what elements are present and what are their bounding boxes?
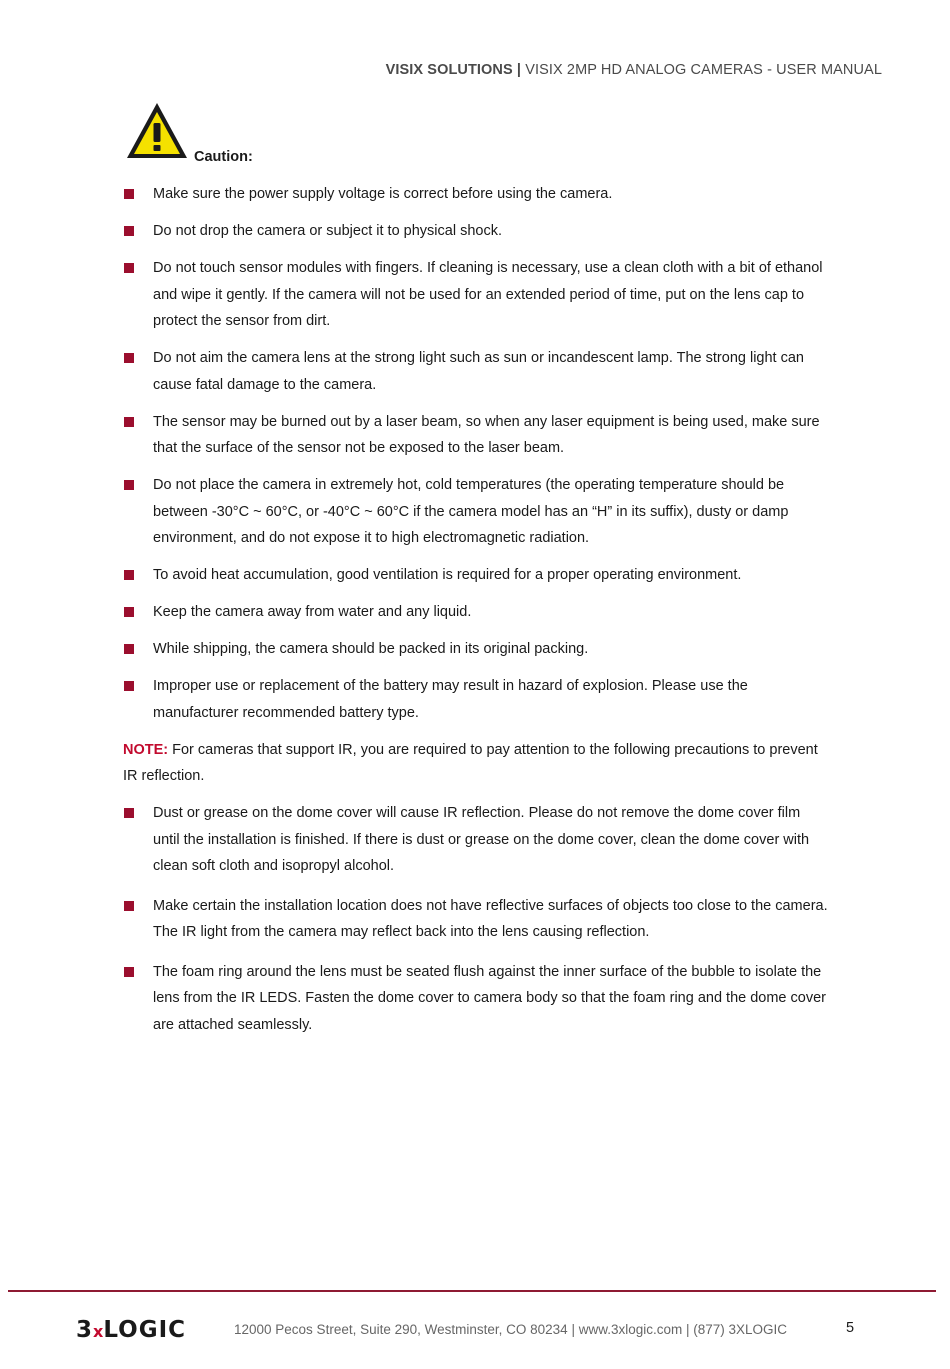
- caution-list: [123, 181, 828, 726]
- document-body: [123, 181, 828, 1051]
- warning-triangle-icon: [124, 100, 190, 162]
- square-bullet-icon: [124, 808, 134, 818]
- page-header: [386, 62, 882, 78]
- square-bullet-icon: [124, 417, 134, 427]
- square-bullet-icon: [124, 681, 134, 691]
- square-bullet-icon: [124, 189, 134, 199]
- logo-part-2: LOGIC: [103, 1317, 187, 1343]
- square-bullet-icon: [124, 644, 134, 654]
- list-item: [123, 893, 828, 946]
- list-item: [123, 409, 828, 462]
- list-item-text: Keep the camera away from water and any liquid.: [153, 604, 472, 620]
- caution-label: Caution:: [194, 149, 253, 165]
- list-item-text: While shipping, the camera should be packed in its original packing.: [153, 641, 589, 657]
- note-label: NOTE:: [123, 741, 169, 758]
- list-item-text: Make certain the installation location does not have reflective surfaces of objects too close to the camera. The IR light from the camera may reflect back into the lens causing reflection.: [153, 897, 828, 940]
- list-item-text: The foam ring around the lens must be seated flush against the inner surface of the bubble to isolate the lens from the IR LEDS. Fasten the dome cover to camera body so that the foam ring and the dome cover are attached seamlessly.: [153, 963, 826, 1033]
- list-item-text: Do not drop the camera or subject it to physical shock.: [153, 223, 502, 239]
- header-title: VISIX 2MP HD ANALOG CAMERAS - USER MANUAL: [525, 62, 882, 78]
- list-item: [123, 636, 828, 663]
- list-item-text: Improper use or replacement of the battery may result in hazard of explosion. Please use the manufacturer recommended battery type.: [153, 678, 748, 721]
- note-text: For cameras that support IR, you are required to pay attention to the following precautions to prevent IR reflection.: [123, 741, 818, 784]
- header-brand: VISIX SOLUTIONS: [385, 62, 513, 78]
- square-bullet-icon: [124, 901, 134, 911]
- list-item: [123, 345, 828, 398]
- square-bullet-icon: [124, 480, 134, 490]
- note-paragraph: [123, 737, 828, 790]
- header-separator: |: [516, 62, 522, 78]
- list-item: [123, 255, 828, 335]
- list-item-text: Make sure the power supply voltage is correct before using the camera.: [153, 186, 613, 202]
- list-item-text: Do not place the camera in extremely hot, cold temperatures (the operating temperature should be between -30°C ~ 60°C, or -40°C ~ 60°C if the camera model has an “H” in its suffix), dusty or damp environment, and do not expose it to high electromagnetic radiation.: [153, 477, 789, 546]
- square-bullet-icon: [124, 263, 134, 273]
- square-bullet-icon: [124, 226, 134, 236]
- company-logo: [76, 1318, 186, 1342]
- page-number: 5: [846, 1320, 855, 1336]
- list-item-text: To avoid heat accumulation, good ventilation is required for a proper operating environment.: [153, 567, 742, 583]
- list-item-text: Do not aim the camera lens at the strong light such as sun or incandescent lamp. The strong light can cause fatal damage to the camera.: [153, 350, 804, 393]
- footer-divider: [8, 1290, 936, 1292]
- footer-address: 12000 Pecos Street, Suite 290, Westminster, CO 80234 | www.3xlogic.com | (877) 3XLOGIC: [234, 1322, 788, 1337]
- list-item: [123, 959, 828, 1039]
- square-bullet-icon: [124, 570, 134, 580]
- list-item: [123, 673, 828, 726]
- list-item-text: The sensor may be burned out by a laser beam, so when any laser equipment is being used, make sure that the surface of the sensor not be exposed to the laser beam.: [153, 413, 820, 456]
- square-bullet-icon: [124, 967, 134, 977]
- list-item: [123, 472, 828, 552]
- list-item: [123, 218, 828, 245]
- square-bullet-icon: [124, 353, 134, 363]
- list-item-text: Do not touch sensor modules with fingers. If cleaning is necessary, use a clean cloth with a bit of ethanol and wipe it gently. If the camera will not be used for an extended period of time, put on the lens cap to protect the sensor from dirt.: [153, 260, 823, 329]
- ir-precautions-list: [123, 800, 828, 1038]
- list-item-text: Dust or grease on the dome cover will cause IR reflection. Please do not remove the dome cover film until the installation is finished. If there is dust or grease on the dome cover, clean the dome cover with clean soft cloth and isopropyl alcohol.: [153, 805, 810, 874]
- list-item: [123, 562, 828, 589]
- square-bullet-icon: [124, 607, 134, 617]
- logo-part-1: 3: [76, 1317, 94, 1343]
- list-item: [123, 181, 828, 208]
- list-item: [123, 800, 828, 880]
- list-item: [123, 599, 828, 626]
- logo-x: x: [93, 1322, 104, 1341]
